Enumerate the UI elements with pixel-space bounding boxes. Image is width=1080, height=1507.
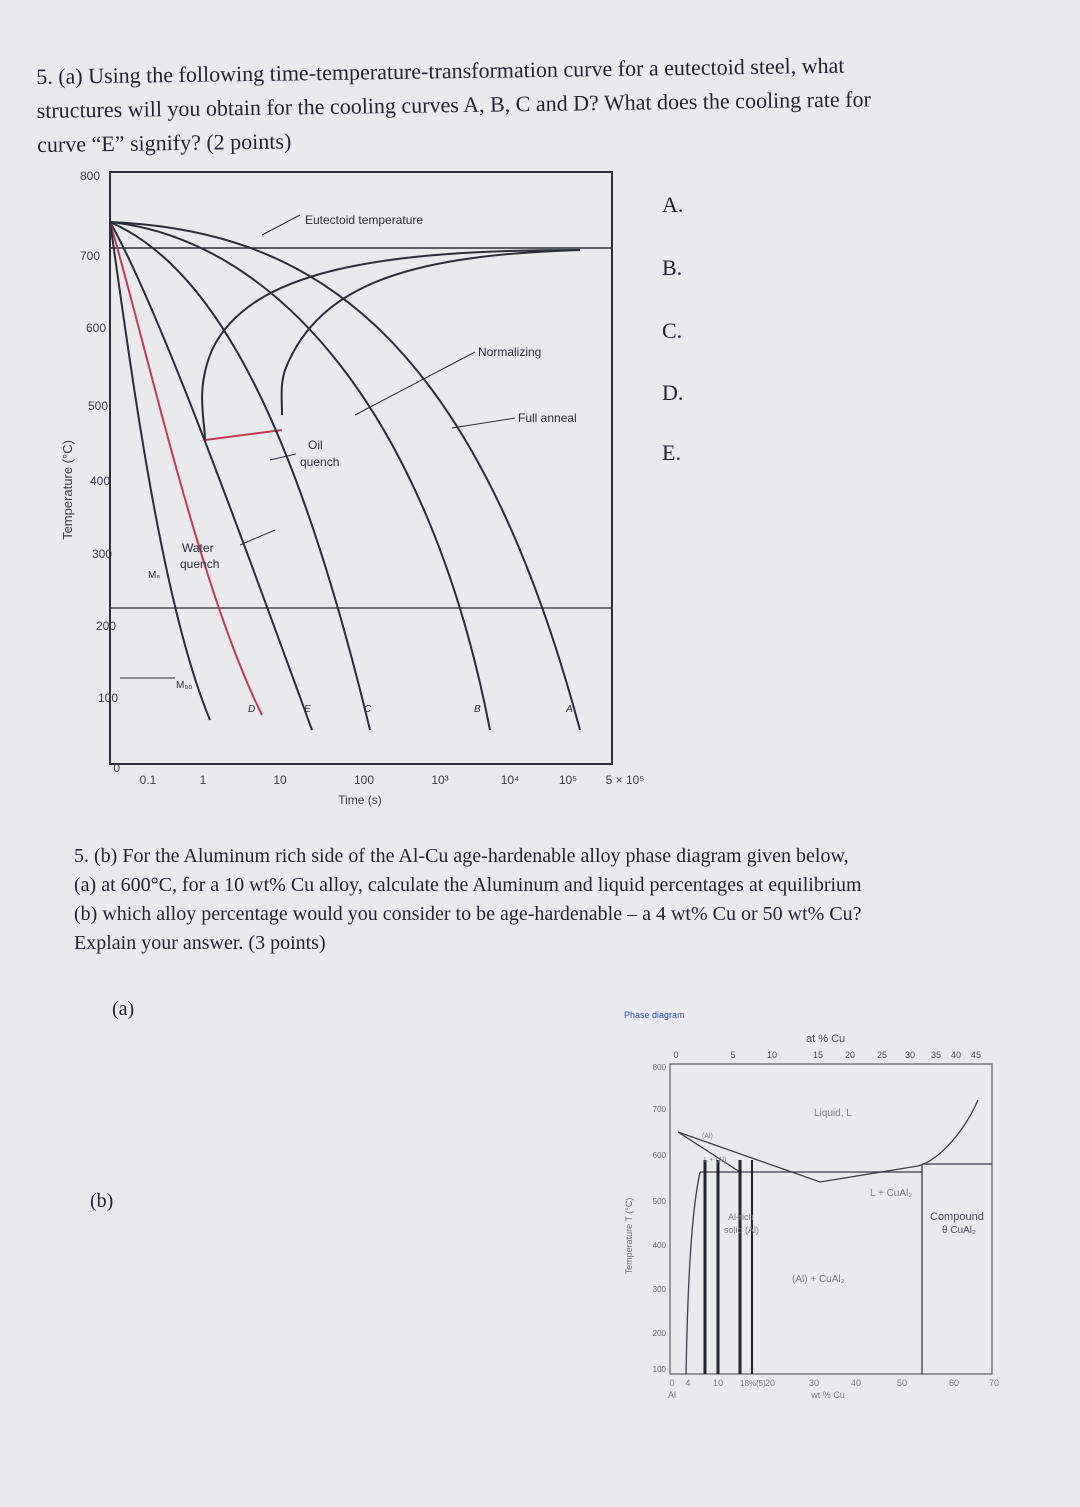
eutectic-marker-label: 18%(5) (740, 1379, 766, 1388)
ttt-ytick: 400 (89, 474, 110, 488)
question-5a-line-1: 5. (a) Using the following time-temperature-transformation curve for a eutectoid steel, what (36, 52, 845, 89)
water-quench-pointer (240, 530, 275, 545)
bottom-tick: 60 (948, 1378, 960, 1388)
ttt-plot-frame (110, 172, 612, 764)
water-quench-label-1: Water (182, 541, 214, 555)
top-tick: 0 (673, 1050, 679, 1060)
ttt-xtick: 1 (199, 773, 207, 787)
top-tick: 20 (844, 1050, 856, 1060)
curve-b-label: B (474, 704, 481, 715)
al-rich-label-1: Al-rich (728, 1212, 754, 1222)
normalizing-pointer (355, 352, 475, 415)
top-tick: 10 (766, 1050, 778, 1060)
al-rich-label-2: solid (Al) (724, 1225, 760, 1235)
curve-e-label: E (304, 704, 311, 715)
phase-diagram (600, 1000, 1020, 1420)
oil-quench-label-1: Oil (308, 438, 323, 452)
bottom-tick: 0 (669, 1378, 675, 1388)
question-5b-text (74, 842, 862, 958)
cooling-curve-water-quench (110, 222, 210, 720)
water-quench-label-2: quench (180, 557, 220, 571)
ttt-xtick: 0.1 (139, 773, 157, 787)
solvus-line (686, 1172, 700, 1374)
ttt-ytick: 700 (79, 249, 100, 263)
phase-diagram-title: Phase diagram (624, 1010, 685, 1020)
question-5b-line-4: Explain your answer. (3 points) (74, 932, 326, 954)
bottom-tick: 50 (896, 1378, 908, 1388)
bottom-mark-al: Al (667, 1390, 677, 1400)
ttt-xtick: 10³ (431, 773, 449, 787)
bay-line (205, 430, 282, 440)
ttt-ytick: 200 (95, 619, 116, 633)
cooling-curve-e (110, 222, 312, 730)
m90-label: M₉₀ (176, 680, 193, 691)
question-5b-line-2: (a) at 600°C, for a 10 wt% Cu alloy, calculate the Aluminum and liquid percentages at equilibrium (74, 874, 862, 896)
ttt-ytick: 600 (85, 321, 106, 335)
pd-ytick: 400 (652, 1241, 666, 1250)
ttt-ytick: 100 (97, 691, 118, 705)
ttt-xtick: 10⁵ (558, 773, 578, 787)
bottom-mark-wtcu: wt % Cu (811, 1390, 845, 1400)
liquid-region-label: Liquid, L (814, 1108, 852, 1119)
curve-a-label: A (566, 704, 573, 715)
ttt-xtick: 10 (273, 773, 287, 787)
answer-c-label: C. (662, 318, 683, 343)
question-5a-line-3: curve “E” signify? (2 points) (37, 128, 292, 157)
ttt-xtick: 10⁴ (500, 773, 520, 787)
top-tick: 30 (904, 1050, 916, 1060)
ttt-ytick: 300 (91, 547, 112, 561)
oil-quench-label-2: quench (300, 455, 340, 469)
transformation-finish-curve (282, 250, 580, 415)
answer-d-label: D. (662, 380, 684, 405)
pd-ytick: 600 (652, 1151, 666, 1160)
top-tick: 5 (730, 1050, 736, 1060)
full-anneal-label: Full anneal (518, 411, 577, 425)
bottom-tick: 40 (850, 1378, 862, 1388)
pd-ytick: 200 (652, 1329, 666, 1338)
curve-d-label: D (248, 704, 256, 715)
bottom-tick: 70 (988, 1378, 1000, 1388)
top-tick: 35 (930, 1050, 942, 1060)
pd-ytick: 300 (652, 1285, 666, 1294)
top-tick: 25 (876, 1050, 888, 1060)
answer-a-label: A. (662, 192, 684, 217)
ttt-ytick: 500 (87, 399, 108, 413)
cooling-curve-b (110, 222, 490, 730)
solid-al-label: (Al) (702, 1133, 713, 1140)
oil-quench-pointer (270, 454, 296, 460)
pd-ytick: 800 (652, 1063, 666, 1072)
bottom-tick: 20 (764, 1378, 776, 1388)
part-b-label: (b) (90, 1190, 114, 1212)
bottom-tick: 10 (712, 1378, 724, 1388)
ttt-ylabel: Temperature (°C) (60, 440, 75, 540)
ttt-xtick: 5 × 10⁵ (605, 773, 645, 787)
ms-label: Mₛ (148, 570, 161, 581)
question-5b-line-3: (b) which alloy percentage would you consider to be age-hardenable – a 4 wt% Cu or 50 wt% Cu? (74, 903, 862, 925)
pd-ytick: 500 (652, 1197, 666, 1206)
ttt-xlabel: Time (s) (338, 793, 382, 807)
compound-label-1: Compound (930, 1211, 984, 1223)
l-plus-cual-label: L + CuAl₂ (870, 1188, 913, 1199)
eutectoid-label: Eutectoid temperature (305, 213, 424, 227)
pd-ylabel: Temperature T (°C) (624, 1197, 634, 1275)
two-phase-label: (Al) + CuAl₂ (792, 1274, 845, 1285)
question-5b-line-1: 5. (b) For the Aluminum rich side of the Al-Cu age-hardenable alloy phase diagram given below, (74, 845, 849, 867)
l-plus-al-label: L + (Al) (704, 1157, 727, 1164)
top-tick: 40 (950, 1050, 962, 1060)
bottom-tick: 30 (808, 1378, 820, 1388)
question-5a-line-2: structures will you obtain for the cooling curves A, B, C and D? What does the cooling rate for (36, 86, 871, 123)
normalizing-label: Normalizing (478, 345, 542, 359)
eutectoid-pointer (262, 215, 300, 235)
full-anneal-pointer (452, 418, 515, 428)
ttt-ytick: 800 (79, 169, 100, 183)
compound-label-2: θ CuAl₂ (942, 1225, 976, 1236)
pd-ytick: 100 (652, 1365, 666, 1374)
cooling-curve-d-red (110, 222, 262, 715)
curve-c-label: C (364, 704, 372, 715)
answer-b-label: B. (662, 255, 683, 280)
bottom-tick: 4 (685, 1378, 691, 1388)
top-axis-label: at % Cu (806, 1033, 846, 1045)
ttt-ytick: 0 (113, 761, 120, 775)
part-a-label: (a) (112, 998, 135, 1020)
question-5a-text (36, 48, 872, 162)
pd-ytick: 700 (652, 1105, 666, 1114)
ttt-xtick: 100 (353, 773, 375, 787)
top-tick: 15 (812, 1050, 824, 1060)
top-tick: 45 (970, 1050, 982, 1060)
ttt-chart (0, 160, 690, 820)
answer-e-label: E. (662, 440, 681, 465)
